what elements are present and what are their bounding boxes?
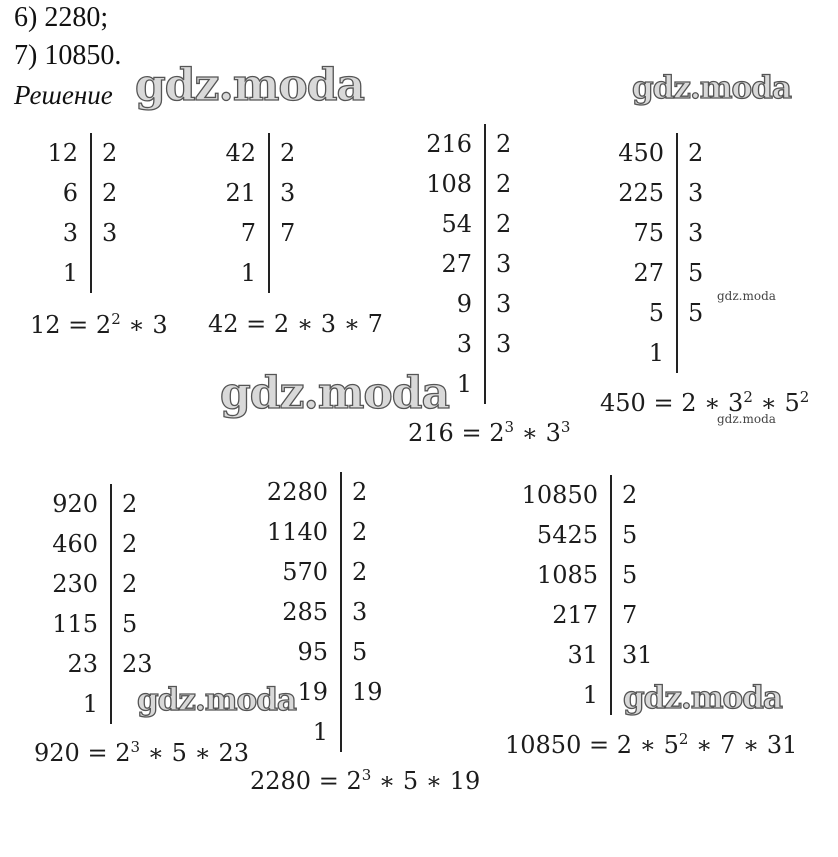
factor-row — [410, 124, 570, 164]
exponent: 2 — [743, 388, 753, 406]
factor-row — [506, 515, 686, 555]
prime-base: 31 — [766, 731, 798, 759]
division-bar — [610, 475, 612, 715]
result-lhs: 10850 — [505, 731, 582, 759]
dividend: 1085 — [536, 561, 598, 589]
prime-divisor: 3 — [688, 179, 704, 207]
factor-row — [258, 712, 418, 752]
dividend: 23 — [67, 650, 98, 678]
prime-divisor: 7 — [280, 219, 296, 247]
factorization-450 — [604, 133, 764, 373]
division-bar — [268, 133, 270, 293]
prime-base: 3 — [728, 389, 744, 417]
factor-row — [604, 173, 764, 213]
factor-row — [410, 204, 570, 244]
dividend: 920 — [52, 490, 98, 518]
prime-divisor: 19 — [352, 678, 383, 706]
factor-row — [258, 672, 418, 712]
prime-divisor: 5 — [122, 610, 138, 638]
watermark: gdz.moda — [220, 368, 450, 419]
prime-divisor: 31 — [622, 641, 653, 669]
watermark: gdz.moda — [623, 680, 782, 716]
prime-divisor: 2 — [122, 490, 138, 518]
prime-base: 5 — [402, 767, 419, 795]
dividend: 1 — [582, 681, 598, 709]
prime-divisor: 2 — [102, 179, 118, 207]
prime-base: 3 — [320, 310, 337, 338]
prime-divisor: 2 — [352, 518, 368, 546]
dividend: 1 — [312, 718, 328, 746]
prime-divisor: 5 — [688, 259, 704, 287]
prime-divisor: 2 — [688, 139, 704, 167]
factor-row — [410, 284, 570, 324]
factor-row — [20, 173, 180, 213]
prime-base: 7 — [720, 731, 736, 759]
dividend: 3 — [456, 330, 472, 358]
division-bar — [110, 484, 112, 724]
factor-row — [506, 635, 686, 675]
factor-row — [258, 552, 418, 592]
exponent: 3 — [130, 738, 141, 756]
factor-row — [410, 324, 570, 364]
dividend: 1140 — [266, 518, 328, 546]
prime-divisor: 3 — [102, 219, 118, 247]
factor-row — [20, 253, 180, 293]
dividend: 1 — [82, 690, 98, 718]
factor-row — [604, 333, 764, 373]
dividend: 42 — [225, 139, 256, 167]
watermark: gdz.moda — [717, 412, 776, 426]
factor-row — [506, 475, 686, 515]
prime-divisor: 2 — [280, 139, 296, 167]
prime-divisor: 3 — [352, 598, 368, 626]
result-920: $920 = 2^3$ ∗ 5 ∗ 23 — [34, 738, 249, 767]
exponent: 3 — [504, 418, 515, 436]
dividend: 31 — [567, 641, 598, 669]
dividend: 1 — [62, 259, 78, 287]
factor-row — [258, 472, 418, 512]
dividend: 5425 — [536, 521, 598, 549]
prime-divisor: 7 — [622, 601, 638, 629]
prime-base: 3 — [152, 311, 168, 339]
dividend: 6 — [62, 179, 78, 207]
dividend: 75 — [633, 219, 664, 247]
factor-row — [258, 592, 418, 632]
factorization-42 — [198, 133, 358, 293]
prime-divisor: 23 — [122, 650, 153, 678]
factor-row — [604, 293, 764, 333]
prime-base: 19 — [449, 767, 481, 795]
dividend: 95 — [297, 638, 328, 666]
prime-divisor: 5 — [688, 299, 704, 327]
prime-divisor: 2 — [496, 170, 512, 198]
factor-row — [198, 253, 358, 293]
dividend: 27 — [441, 250, 472, 278]
prime-divisor: 5 — [622, 521, 638, 549]
dividend: 19 — [297, 678, 328, 706]
prime-divisor: 3 — [496, 290, 512, 318]
factorization-12 — [20, 133, 180, 293]
dividend: 285 — [282, 598, 328, 626]
dividend: 230 — [52, 570, 98, 598]
dividend: 12 — [47, 139, 78, 167]
exponent: 3 — [560, 418, 571, 436]
result-lhs: 42 — [208, 310, 239, 338]
result-10850: 10850 = 2 ∗ $5^2$ ∗ 7 ∗ 31 — [505, 730, 798, 759]
prime-divisor: 2 — [622, 481, 638, 509]
prime-divisor: 3 — [688, 219, 704, 247]
factor-row — [604, 253, 764, 293]
dividend: 5 — [648, 299, 664, 327]
prime-divisor: 2 — [122, 530, 138, 558]
solution-heading: Решение — [14, 80, 113, 110]
factor-row — [36, 644, 196, 684]
prime-divisor: 3 — [280, 179, 296, 207]
prime-base: 7 — [367, 310, 383, 338]
factor-row — [36, 524, 196, 564]
dividend: 1 — [456, 370, 472, 398]
prime-base: 5 — [663, 731, 679, 759]
factor-row — [20, 213, 180, 253]
dividend: 54 — [441, 210, 472, 238]
result-42: 42 = 2 ∗ 3 ∗ 7 — [208, 310, 383, 338]
dividend: 10850 — [521, 481, 598, 509]
prime-divisor: 2 — [496, 210, 512, 238]
factor-row — [258, 512, 418, 552]
dividend: 225 — [618, 179, 664, 207]
dividend: 216 — [426, 130, 472, 158]
dividend: 108 — [426, 170, 472, 198]
factor-row — [506, 555, 686, 595]
division-bar — [484, 124, 486, 404]
result-lhs: 12 — [30, 311, 61, 339]
prime-base: 2 — [95, 311, 112, 339]
dividend: 460 — [52, 530, 98, 558]
dividend: 1 — [648, 339, 664, 367]
result-lhs: 2280 — [250, 767, 312, 795]
watermark: gdz.moda — [135, 60, 365, 111]
factor-row — [20, 133, 180, 173]
dividend: 115 — [52, 610, 98, 638]
prime-base: 23 — [218, 739, 249, 767]
prime-divisor: 3 — [496, 250, 512, 278]
dividend: 9 — [456, 290, 472, 318]
prime-base: 2 — [681, 389, 697, 417]
dividend: 7 — [240, 219, 256, 247]
watermark: gdz.moda — [632, 70, 791, 106]
prime-base: 3 — [545, 419, 561, 447]
result-12: $12 = 2^2$ ∗ 3 — [30, 310, 168, 339]
factor-row — [604, 213, 764, 253]
exponent: 2 — [678, 730, 689, 748]
dividend: 27 — [633, 259, 664, 287]
factor-row — [36, 564, 196, 604]
dividend: 21 — [225, 179, 256, 207]
division-bar — [676, 133, 678, 373]
factorization-10850 — [506, 475, 686, 715]
factorization-216 — [410, 124, 570, 404]
dividend: 570 — [282, 558, 328, 586]
factor-row — [258, 632, 418, 672]
factor-row — [506, 675, 686, 715]
factor-row — [198, 213, 358, 253]
factor-row — [604, 133, 764, 173]
division-bar — [90, 133, 92, 293]
dividend: 217 — [552, 601, 598, 629]
dividend: 2280 — [266, 478, 328, 506]
result-lhs: 920 — [34, 739, 80, 767]
division-bar — [340, 472, 342, 752]
factor-row — [410, 164, 570, 204]
watermark: gdz.moda — [717, 289, 776, 303]
dividend: 3 — [62, 219, 78, 247]
factorization-2280 — [258, 472, 418, 752]
prime-divisor: 5 — [352, 638, 368, 666]
watermark: gdz.moda — [137, 682, 296, 718]
dividend: 450 — [618, 139, 664, 167]
prime-base: 2 — [115, 739, 131, 767]
prime-divisor: 5 — [622, 561, 638, 589]
result-lhs: 450 — [600, 389, 646, 417]
prime-base: 2 — [489, 419, 505, 447]
task-line-6: 6) 2280; — [14, 2, 109, 33]
prime-base: 5 — [171, 739, 187, 767]
factorization-920 — [36, 484, 196, 724]
exponent: 3 — [361, 766, 372, 784]
factor-row — [198, 133, 358, 173]
prime-divisor: 2 — [122, 570, 138, 598]
exponent: 2 — [799, 388, 810, 406]
prime-divisor: 2 — [352, 558, 368, 586]
factor-row — [198, 173, 358, 213]
prime-divisor: 2 — [496, 130, 512, 158]
prime-base: 2 — [616, 731, 633, 759]
prime-divisor: 2 — [352, 478, 368, 506]
dividend: 1 — [240, 259, 256, 287]
result-lhs: 216 — [408, 419, 454, 447]
prime-divisor: 3 — [496, 330, 512, 358]
factor-row — [36, 484, 196, 524]
prime-base: 5 — [784, 389, 800, 417]
factor-row — [36, 604, 196, 644]
factor-row — [410, 364, 570, 404]
task-line-7: 7) 10850. — [14, 40, 122, 71]
result-450: 450 = 2 ∗ $3^2$ ∗ $5^2$ — [600, 388, 810, 417]
factor-row — [36, 684, 196, 724]
exponent: 2 — [111, 310, 121, 328]
prime-base: 2 — [273, 310, 290, 338]
prime-divisor: 2 — [102, 139, 118, 167]
factor-row — [410, 244, 570, 284]
result-2280: $2280 = 2^3$ ∗ 5 ∗ 19 — [250, 766, 481, 795]
prime-base: 2 — [346, 767, 362, 795]
factor-row — [506, 595, 686, 635]
result-216: $216 = 2^3$ ∗ $3^3$ — [408, 418, 571, 447]
